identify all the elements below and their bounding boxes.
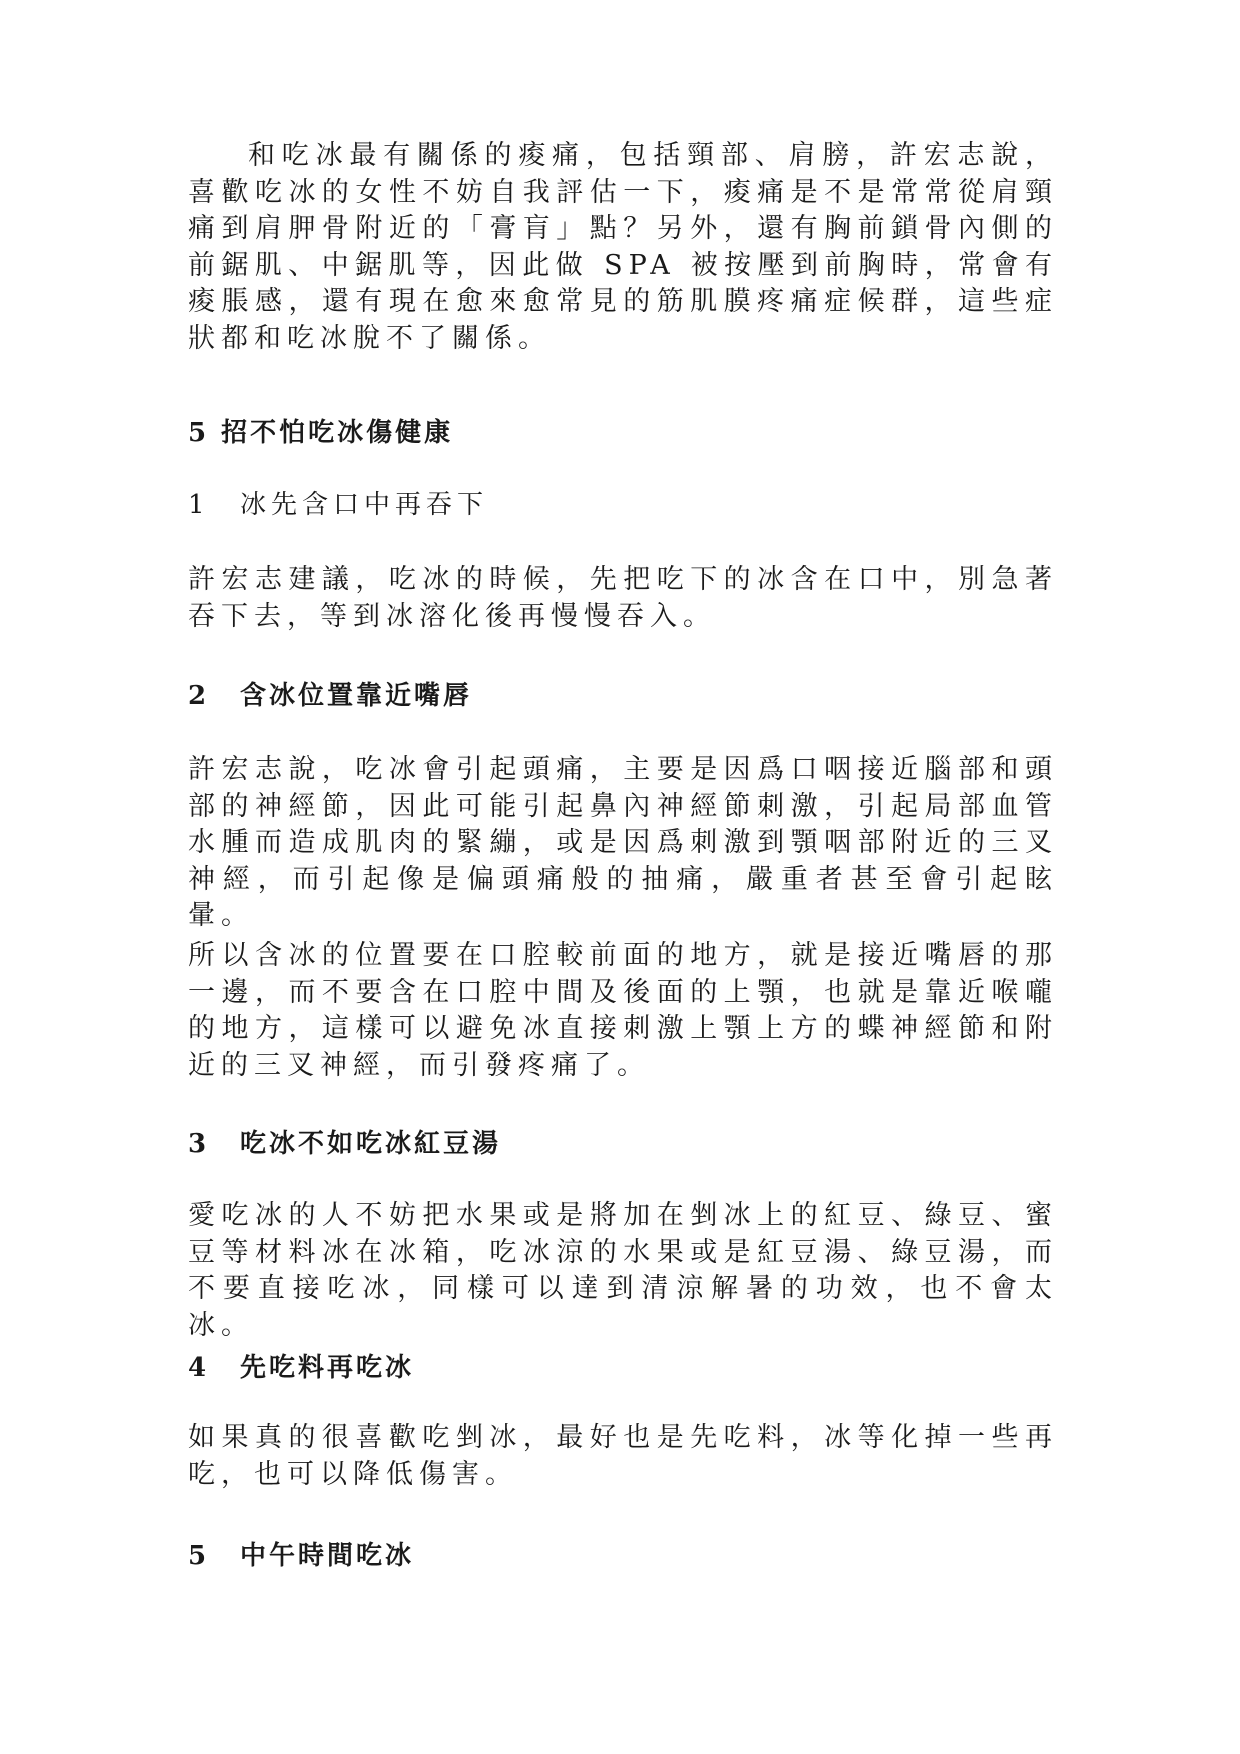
tip-1-paragraph: 許宏志建議，吃冰的時候，先把吃下的冰含在口中，別急著吞下去，等到冰溶化後再慢慢吞入。 xyxy=(188,564,1058,632)
tip-number: 3 xyxy=(188,1129,207,1159)
tip-title: 中午時間吃冰 xyxy=(240,1541,415,1571)
tip-title: 先吃料再吃冰 xyxy=(240,1353,415,1383)
tip-2-paragraph-2: 所以含冰的位置要在口腔較前面的地方，就是接近嘴唇的那一邊，而不要含在口腔中間及後面的上顎，也就是靠近喉嚨的地方，這樣可以避免冰直接刺激上顎上方的蝶神經節和附近的三叉神經，而引發疼痛了。 xyxy=(188,940,1058,1081)
tip-1-heading xyxy=(188,488,1058,522)
tip-4-paragraph: 如果真的很喜歡吃剉冰，最好也是先吃料，冰等化掉一些再吃，也可以降低傷害。 xyxy=(188,1422,1058,1490)
section-title: 5 招不怕吃冰傷健康 xyxy=(188,418,454,448)
tip-3-paragraph: 愛吃冰的人不妨把水果或是將加在剉冰上的紅豆、綠豆、蜜豆等材料冰在冰箱，吃冰涼的水果或是紅豆湯、綠豆湯，而不要直接吃冰，同樣可以達到清涼解暑的功效，也不會太冰。 xyxy=(188,1200,1058,1341)
tip-title: 冰先含口中再吞下 xyxy=(240,490,489,520)
tip-2-heading xyxy=(188,679,1058,713)
intro-paragraph: 和吃冰最有關係的痠痛，包括頸部、肩膀，許宏志說，喜歡吃冰的女性不妨自我評估一下，痠痛是不是常常從肩頸痛到肩胛骨附近的「膏肓」點？另外，還有胸前鎖骨內側的前鋸肌、中鋸肌等，因此做 SPA 被按壓到前胸時，常會有痠脹感，還有現在愈來愈常見的筋肌膜疼痛症候群，這些症狀都和吃冰脫不了關係。 xyxy=(188,140,1058,354)
tip-number: 5 xyxy=(188,1541,207,1571)
tip-4-heading xyxy=(188,1351,1058,1385)
tip-5-heading xyxy=(188,1539,1058,1573)
tip-number: 1 xyxy=(188,490,205,520)
tip-title: 含冰位置靠近嘴唇 xyxy=(240,681,473,711)
tip-number: 4 xyxy=(188,1353,207,1383)
tip-2-paragraph-1: 許宏志說，吃冰會引起頭痛，主要是因爲口咽接近腦部和頭部的神經節，因此可能引起鼻內神經節刺激，引起局部血管水腫而造成肌肉的緊繃，或是因爲刺激到顎咽部附近的三叉神經，而引起像是偏頭痛般的抽痛，嚴重者甚至會引起眩暈。 xyxy=(188,754,1058,931)
tip-number: 2 xyxy=(188,681,207,711)
tip-title: 吃冰不如吃冰紅豆湯 xyxy=(240,1129,502,1159)
tip-3-heading xyxy=(188,1127,1058,1161)
